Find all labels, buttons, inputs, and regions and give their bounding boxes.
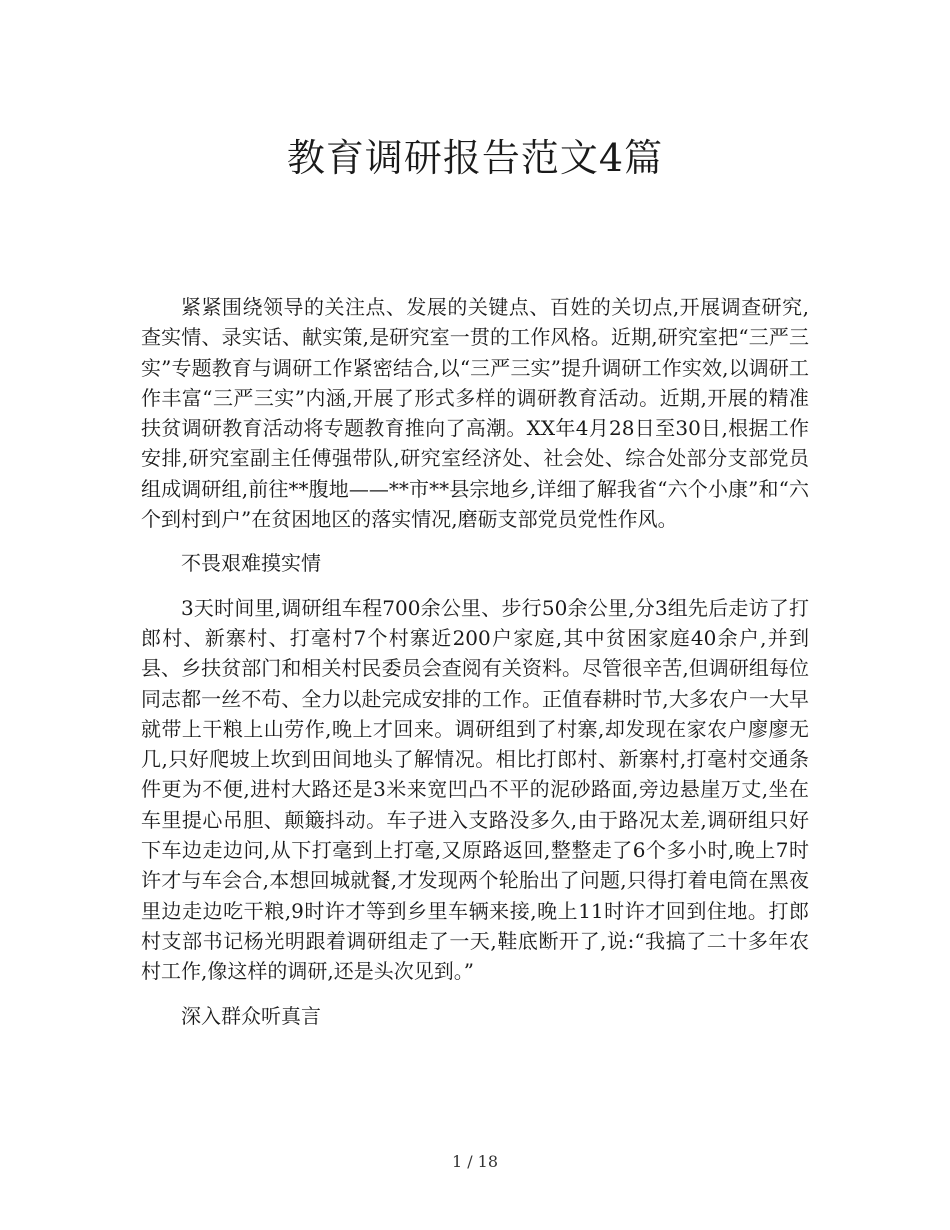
document-title: 教育调研报告范文4篇 bbox=[286, 136, 664, 180]
section-1-paragraph: 3天时间里,调研组车程700余公里、步行50余公里,分3组先后走访了打郎村、新寨村、打毫村7个村寨近200户家庭,其中贫困家庭40余户,并到县、乡扶贫部门和相关村民委员会查阅有关资料。尽管很辛苦,但调研组每位同志都一丝不苟、全力以赴完成安排的工作。正值春耕时节,大多农户一大早就带上干粮上山劳作,晚上才回来。调研组到了村寨,却发现在家农户廖廖无几,只好爬坡上坎到田间地头了解情况。相比打郎村、新寨村,打毫村交通条件更为不便,进村大路还是3米来宽凹凸不平的泥砂路面,旁边悬崖万丈,坐在车里提心吊胆、颠簸抖动。车子进入支路没多久,由于路况太差,调研组只好下车边走边问,从下打毫到上打毫,又原路返回,整整走了6个多小时,晚上7时许才与车会合,本想回城就餐,才发现两个轮胎出了问题,只得打着电筒在黑夜里边走边吃干粮,9时许才等到乡里车辆来接,晚上11时许才回到住地。打郎村支部书记杨光明跟着调研组走了一天,鞋底断开了,说:“我搞了二十多年农村工作,像这样的调研,还是头次见到。” bbox=[141, 595, 809, 984]
intro-paragraph: 紧紧围绕领导的关注点、发展的关键点、百姓的关切点,开展调查研究,查实情、录实话、献实策,是研究室一贯的工作风格。近期,研究室把“三严三实”专题教育与调研工作紧密结合,以“三严三实”提升调研工作实效,以调研工作丰富“三严三实”内涵,开展了形式多样的调研教育活动。近期,开展的精准扶贫调研教育活动将专题教育推向了高潮。XX年4月28日至30日,根据工作安排,研究室副主任傅强带队,研究室经济处、社会处、综合处部分支部党员组成调研组,前往**腹地——**市**县宗地乡,详细了解我省“六个小康”和“六个到村到户”在贫困地区的落实情况,磨砺支部党员党性作风。 bbox=[141, 295, 809, 532]
section-heading-2: 深入群众听真言 bbox=[181, 1003, 321, 1028]
page-number: 1 / 18 bbox=[451, 1152, 499, 1171]
section-heading-1: 不畏艰难摸实情 bbox=[181, 551, 321, 576]
document-body bbox=[141, 292, 809, 1031]
